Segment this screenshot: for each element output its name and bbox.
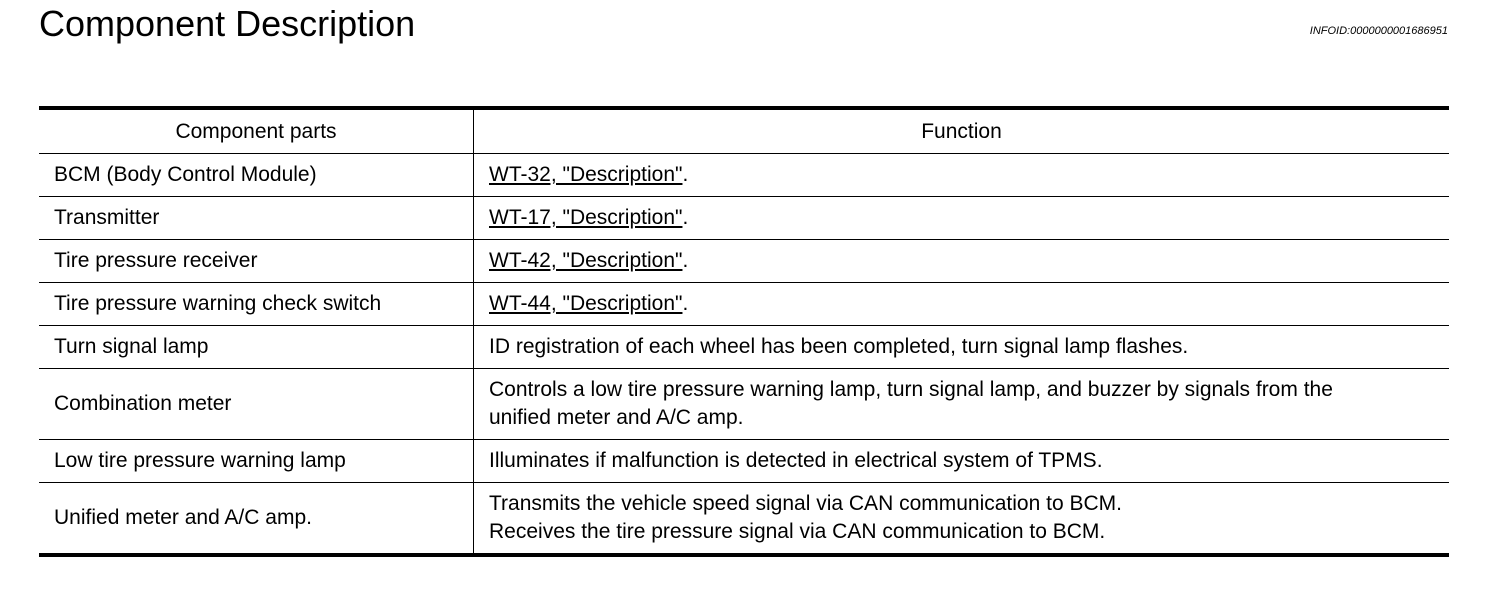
function-cell (474, 483, 1450, 556)
component-part-cell: Combination meter (39, 369, 474, 440)
reference-link[interactable]: WT-17, "Description" (489, 206, 683, 229)
link-suffix: . (682, 249, 689, 272)
component-part-cell: Transmitter (39, 197, 474, 240)
function-line: unified meter and A/C amp. (489, 406, 744, 429)
table-row (39, 326, 1449, 369)
reference-link[interactable]: WT-44, "Description" (489, 292, 683, 315)
function-cell: ID registration of each wheel has been completed, turn signal lamp flashes. (474, 326, 1450, 369)
table-header-row (39, 108, 1449, 154)
table-row (39, 440, 1449, 483)
link-suffix: . (682, 206, 689, 229)
function-line: Controls a low tire pressure warning lamp, turn signal lamp, and buzzer by signals from the (489, 378, 1333, 401)
component-table (39, 106, 1449, 557)
reference-link[interactable]: WT-42, "Description" (489, 249, 683, 272)
header-component-parts: Component parts (39, 108, 474, 154)
component-part-cell: Low tire pressure warning lamp (39, 440, 474, 483)
info-id: INFOID:0000000001686951 (1309, 25, 1448, 37)
component-part-cell: Turn signal lamp (39, 326, 474, 369)
function-cell (474, 154, 1450, 197)
header-function: Function (921, 119, 1002, 143)
function-line: Transmits the vehicle speed signal via CAN communication to BCM. (489, 492, 1122, 515)
component-part-cell: Unified meter and A/C amp. (39, 483, 474, 556)
table-row (39, 240, 1449, 283)
function-cell: Illuminates if malfunction is detected in electrical system of TPMS. (474, 440, 1450, 483)
table-row (39, 483, 1449, 556)
table-row (39, 369, 1449, 440)
page-title: Component Description (39, 3, 416, 44)
reference-link[interactable]: WT-32, "Description" (489, 163, 683, 186)
table-row (39, 154, 1449, 197)
component-part-cell: Tire pressure warning check switch (39, 283, 474, 326)
function-line: Receives the tire pressure signal via CAN communication to BCM. (489, 520, 1106, 543)
table-row (39, 283, 1449, 326)
table-row (39, 197, 1449, 240)
component-part-cell: Tire pressure receiver (39, 240, 474, 283)
function-cell (474, 197, 1450, 240)
link-suffix: . (682, 292, 689, 315)
function-cell (474, 240, 1450, 283)
function-cell (474, 369, 1450, 440)
component-part-cell: BCM (Body Control Module) (39, 154, 474, 197)
link-suffix: . (682, 163, 689, 186)
function-cell (474, 283, 1450, 326)
